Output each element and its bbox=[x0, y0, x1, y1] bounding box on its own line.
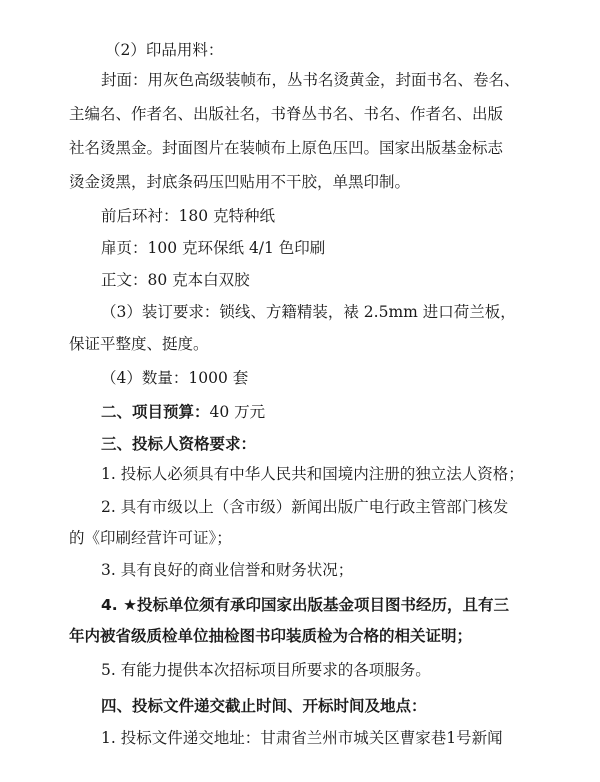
print-materials-heading: （2）印品用料： bbox=[105, 41, 224, 59]
quantity-line: （4）数量：1000 套 bbox=[101, 369, 249, 387]
binding-requirement-line-1: （3）装订要求：锁线、方籍精装，裱 2.5mm 进口荷兰板， bbox=[101, 303, 516, 321]
qualification-req-2-line-2: 的《印刷经营许可证》； bbox=[69, 529, 232, 547]
budget-label: 二、项目预算： bbox=[101, 403, 210, 421]
qualification-req-5: 5. 有能力提供本次招标项目所要求的各项服务。 bbox=[101, 661, 431, 679]
budget-line bbox=[101, 402, 265, 422]
qualification-req-4-line-2: 年内被省级质检单位抽检图书印装质检为合格的相关证明； bbox=[69, 627, 473, 645]
qualification-req-1: 1. 投标人必须具有中华人民共和国境内注册的独立法人资格； bbox=[101, 465, 524, 483]
cover-spec-line-4: 烫金烫黑，封底条码压凹贴用不干胶，单黑印制。 bbox=[69, 173, 411, 191]
title-page-spec: 扉页：100 克环保纸 4/1 色印刷 bbox=[101, 239, 326, 257]
cover-spec-line-3: 社名烫黑金。封面图片在装帧布上原色压凹。国家出版基金标志 bbox=[69, 139, 504, 157]
endpaper-spec: 前后环衬：180 克特种纸 bbox=[101, 207, 276, 225]
binding-requirement-line-2: 保证平整度、挺度。 bbox=[69, 335, 209, 353]
submission-address: 1. 投标文件递交地址：甘肃省兰州市城关区曹家巷1号新闻 bbox=[101, 729, 503, 747]
cover-spec-line-1: 封面：用灰色高级装帧布，丛书名烫黄金，封面书名、卷名、 bbox=[101, 71, 520, 89]
qualification-req-4-line-1: 4. ★投标单位须有承印国家出版基金项目图书经历，且有三 bbox=[101, 596, 509, 614]
qualification-heading: 三、投标人资格要求： bbox=[101, 435, 257, 453]
cover-spec-line-2: 主编名、作者名、出版社名，书脊丛书名、书名、作者名、出版 bbox=[69, 105, 504, 123]
body-text-spec: 正文：80 克本白双胶 bbox=[101, 271, 250, 289]
qualification-req-2-line-1: 2. 具有市级以上（含市级）新闻出版广电行政主管部门核发 bbox=[101, 498, 509, 516]
qualification-req-3: 3. 具有良好的商业信誉和财务状况； bbox=[101, 561, 354, 579]
budget-value: 40 万元 bbox=[209, 403, 266, 421]
submission-heading: 四、投标文件递交截止时间、开标时间及地点： bbox=[101, 697, 427, 715]
